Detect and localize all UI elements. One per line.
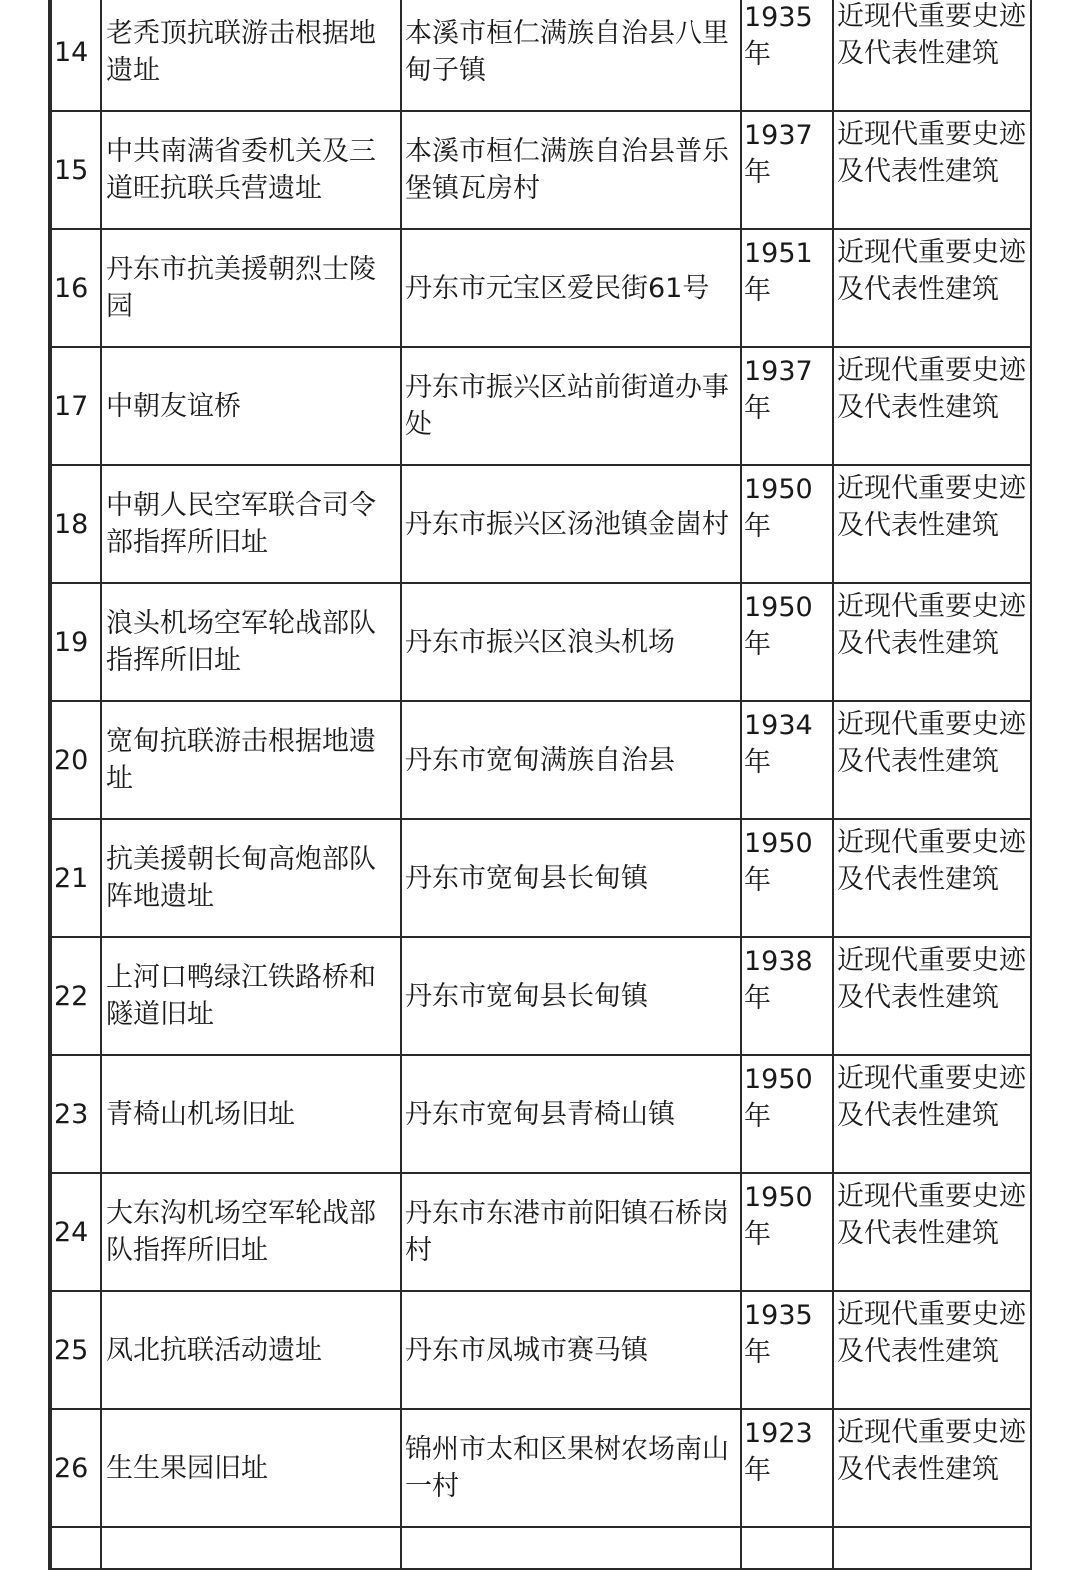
row-number: 15 xyxy=(51,111,101,229)
site-name: 青椅山机场旧址 xyxy=(101,1055,401,1173)
row-number: 17 xyxy=(51,347,101,465)
table-row xyxy=(51,937,1031,1055)
cut-cell xyxy=(401,1527,741,1569)
site-name: 中朝友谊桥 xyxy=(101,347,401,465)
site-year: 1950年 xyxy=(741,1173,833,1291)
row-number: 20 xyxy=(51,701,101,819)
row-number: 18 xyxy=(51,465,101,583)
row-number: 14 xyxy=(51,0,101,111)
cut-cell xyxy=(741,1527,833,1569)
site-name: 中共南满省委机关及三道旺抗联兵营遗址 xyxy=(101,111,401,229)
site-year: 1938年 xyxy=(741,937,833,1055)
site-category: 近现代重要史迹及代表性建筑 xyxy=(833,583,1031,701)
site-category: 近现代重要史迹及代表性建筑 xyxy=(833,1409,1031,1527)
site-category: 近现代重要史迹及代表性建筑 xyxy=(833,819,1031,937)
site-location: 丹东市宽甸县长甸镇 xyxy=(401,937,741,1055)
row-number: 25 xyxy=(51,1291,101,1409)
table-row xyxy=(51,1291,1031,1409)
table-row xyxy=(51,583,1031,701)
site-category: 近现代重要史迹及代表性建筑 xyxy=(833,1291,1031,1409)
site-year: 1950年 xyxy=(741,1055,833,1173)
site-year: 1951年 xyxy=(741,229,833,347)
table-row xyxy=(51,111,1031,229)
site-year: 1950年 xyxy=(741,583,833,701)
table-row xyxy=(51,347,1031,465)
site-year: 1950年 xyxy=(741,819,833,937)
table-row xyxy=(51,701,1031,819)
row-number: 22 xyxy=(51,937,101,1055)
row-number: 26 xyxy=(51,1409,101,1527)
row-number: 23 xyxy=(51,1055,101,1173)
site-category: 近现代重要史迹及代表性建筑 xyxy=(833,347,1031,465)
site-location: 丹东市凤城市赛马镇 xyxy=(401,1291,741,1409)
site-category: 近现代重要史迹及代表性建筑 xyxy=(833,0,1031,111)
site-location: 锦州市太和区果树农场南山一村 xyxy=(401,1409,741,1527)
site-location: 本溪市桓仁满族自治县八里甸子镇 xyxy=(401,0,741,111)
site-name: 抗美援朝长甸高炮部队阵地遗址 xyxy=(101,819,401,937)
site-year: 1935年 xyxy=(741,0,833,111)
site-name: 宽甸抗联游击根据地遗址 xyxy=(101,701,401,819)
site-name: 浪头机场空军轮战部队指挥所旧址 xyxy=(101,583,401,701)
cut-cell xyxy=(101,1527,401,1569)
site-location: 丹东市振兴区汤池镇金崮村 xyxy=(401,465,741,583)
site-location: 丹东市振兴区浪头机场 xyxy=(401,583,741,701)
site-year: 1923年 xyxy=(741,1409,833,1527)
site-location: 丹东市宽甸县长甸镇 xyxy=(401,819,741,937)
cut-cell xyxy=(833,1527,1031,1569)
site-location: 丹东市振兴区站前街道办事处 xyxy=(401,347,741,465)
row-number: 24 xyxy=(51,1173,101,1291)
table-row-cut xyxy=(51,1527,1031,1569)
site-name: 凤北抗联活动遗址 xyxy=(101,1291,401,1409)
site-location: 丹东市宽甸满族自治县 xyxy=(401,701,741,819)
heritage-sites-table xyxy=(50,0,1032,1570)
site-name: 生生果园旧址 xyxy=(101,1409,401,1527)
table-row xyxy=(51,819,1031,937)
site-name: 老秃顶抗联游击根据地遗址 xyxy=(101,0,401,111)
table-body xyxy=(51,0,1031,1569)
site-name: 丹东市抗美援朝烈士陵园 xyxy=(101,229,401,347)
site-name: 中朝人民空军联合司令部指挥所旧址 xyxy=(101,465,401,583)
site-year: 1937年 xyxy=(741,347,833,465)
row-number: 16 xyxy=(51,229,101,347)
row-number: 19 xyxy=(51,583,101,701)
site-year: 1935年 xyxy=(741,1291,833,1409)
cut-cell xyxy=(51,1527,101,1569)
site-year: 1950年 xyxy=(741,465,833,583)
site-category: 近现代重要史迹及代表性建筑 xyxy=(833,937,1031,1055)
table-row xyxy=(51,229,1031,347)
table-row xyxy=(51,0,1031,111)
site-category: 近现代重要史迹及代表性建筑 xyxy=(833,1173,1031,1291)
site-location: 本溪市桓仁满族自治县普乐堡镇瓦房村 xyxy=(401,111,741,229)
table-row xyxy=(51,1173,1031,1291)
site-year: 1934年 xyxy=(741,701,833,819)
site-location: 丹东市元宝区爱民街61号 xyxy=(401,229,741,347)
site-name: 大东沟机场空军轮战部队指挥所旧址 xyxy=(101,1173,401,1291)
site-category: 近现代重要史迹及代表性建筑 xyxy=(833,111,1031,229)
site-year: 1937年 xyxy=(741,111,833,229)
site-name: 上河口鸭绿江铁路桥和隧道旧址 xyxy=(101,937,401,1055)
table-row xyxy=(51,465,1031,583)
site-category: 近现代重要史迹及代表性建筑 xyxy=(833,229,1031,347)
heritage-table-container xyxy=(48,0,1032,1570)
table-row xyxy=(51,1055,1031,1173)
site-category: 近现代重要史迹及代表性建筑 xyxy=(833,465,1031,583)
site-location: 丹东市宽甸县青椅山镇 xyxy=(401,1055,741,1173)
site-location: 丹东市东港市前阳镇石桥岗村 xyxy=(401,1173,741,1291)
site-category: 近现代重要史迹及代表性建筑 xyxy=(833,1055,1031,1173)
row-number: 21 xyxy=(51,819,101,937)
table-row xyxy=(51,1409,1031,1527)
site-category: 近现代重要史迹及代表性建筑 xyxy=(833,701,1031,819)
